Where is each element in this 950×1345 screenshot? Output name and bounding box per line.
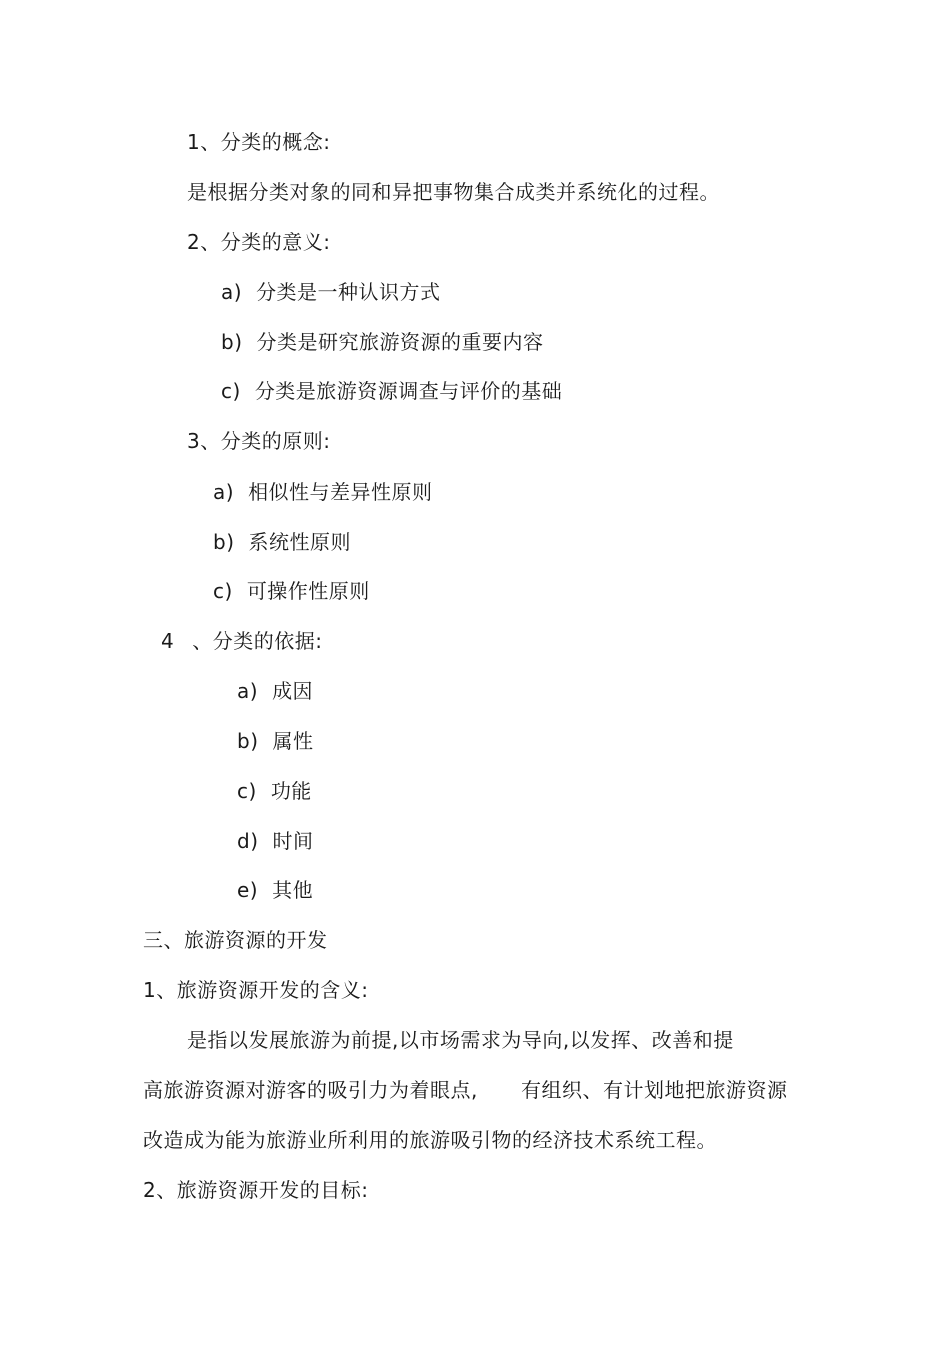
list-text: 时间 xyxy=(272,829,314,853)
paragraph-line: 改造成为能为旅游业所利用的旅游吸引物的经济技术系统工程。 xyxy=(143,1128,717,1152)
list-marker: a) xyxy=(237,679,259,703)
list-text: 可操作性原则 xyxy=(246,579,370,603)
list-text: 其他 xyxy=(272,878,314,902)
list-item xyxy=(237,877,313,903)
list-text: 分类是研究旅游资源的重要内容 xyxy=(256,330,544,354)
list-text: 分类是一种认识方式 xyxy=(256,280,441,304)
list-item xyxy=(221,279,441,305)
paragraph-line: 高旅游资源对游客的吸引力为着眼点, xyxy=(143,1078,478,1102)
list-item xyxy=(213,479,433,505)
list-marker: c) xyxy=(213,579,233,603)
list-item xyxy=(221,329,544,355)
list-item xyxy=(213,578,370,604)
list-text: 相似性与差异性原则 xyxy=(248,480,433,504)
section-heading-significance: 2、分类的意义: xyxy=(187,230,331,254)
list-marker: a) xyxy=(221,280,243,304)
concept-definition: 是根据分类对象的同和异把事物集合成类并系统化的过程。 xyxy=(187,180,720,204)
list-item xyxy=(237,778,312,804)
list-marker: d) xyxy=(237,829,259,853)
list-text: 成因 xyxy=(272,679,314,703)
chapter-title-development: 三、旅游资源的开发 xyxy=(143,928,328,952)
list-item xyxy=(213,529,351,555)
paragraph-line: 是指以发展旅游为前提,以市场需求为导向,以发挥、改善和提 xyxy=(187,1028,734,1052)
list-marker: b) xyxy=(237,729,259,753)
list-item xyxy=(237,728,314,754)
list-marker: a) xyxy=(213,480,235,504)
list-marker: b) xyxy=(213,530,235,554)
list-item xyxy=(237,828,314,854)
list-item xyxy=(237,678,313,704)
list-text: 分类是旅游资源调查与评价的基础 xyxy=(254,379,563,403)
section-heading-text: 、分类的依据: xyxy=(192,629,323,653)
list-marker: e) xyxy=(237,878,259,902)
section-heading-meaning: 1、旅游资源开发的含义: xyxy=(143,978,369,1002)
paragraph-line: 有组织、有计划地把旅游资源 xyxy=(521,1078,788,1102)
list-item xyxy=(221,378,562,404)
section-heading-goals: 2、旅游资源开发的目标: xyxy=(143,1178,369,1202)
list-text: 功能 xyxy=(270,779,312,803)
list-text: 属性 xyxy=(272,729,314,753)
list-marker: c) xyxy=(221,379,241,403)
list-marker: c) xyxy=(237,779,257,803)
section-number: 4 xyxy=(161,629,175,653)
section-heading-basis xyxy=(161,628,322,654)
section-heading-concept: 1、分类的概念: xyxy=(187,130,331,154)
section-heading-principles: 3、分类的原则: xyxy=(187,429,331,453)
list-text: 系统性原则 xyxy=(248,530,351,554)
list-marker: b) xyxy=(221,330,243,354)
